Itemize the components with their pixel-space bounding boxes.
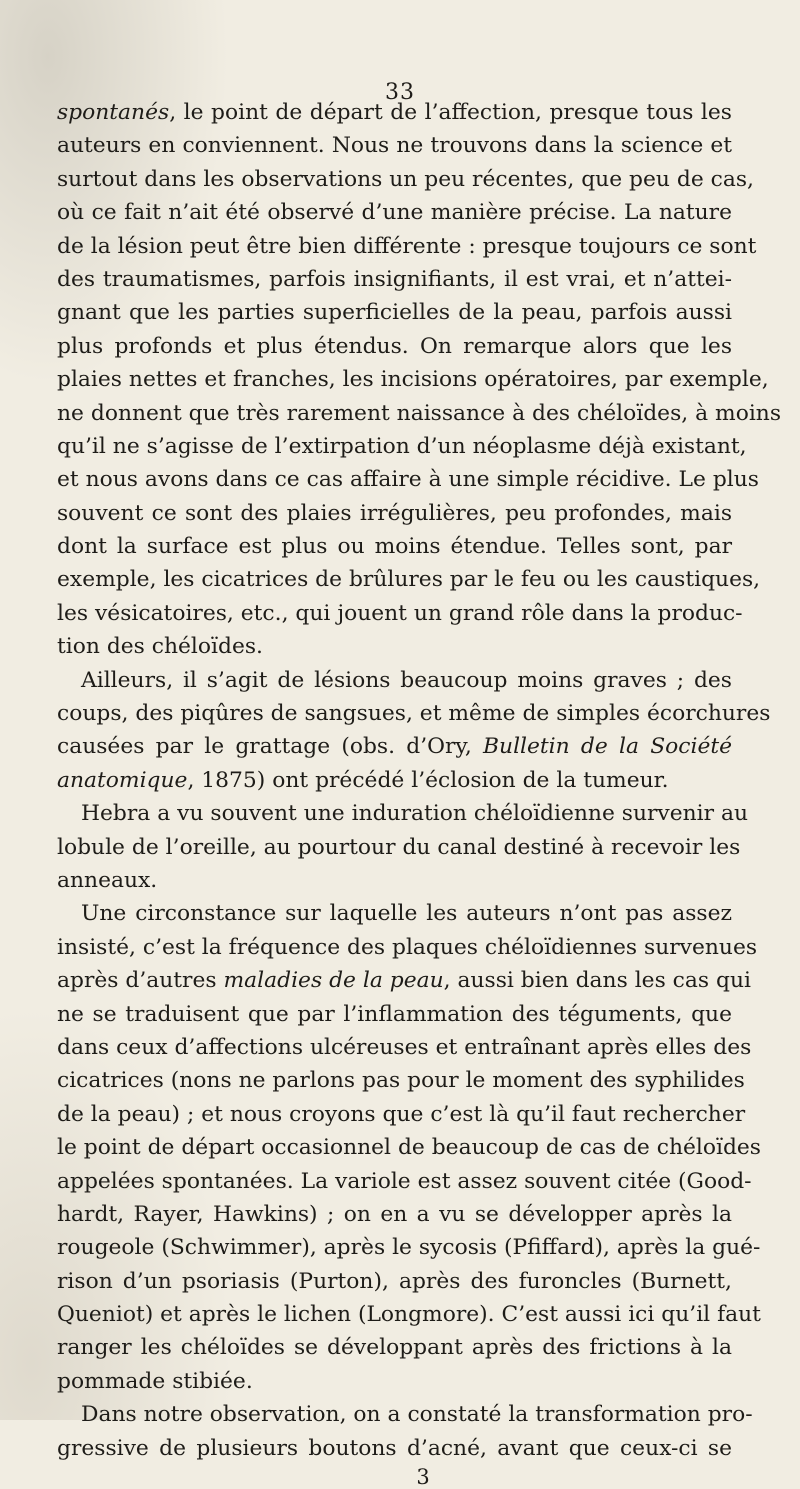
text-line: anatomique, 1875) ont précédé l’éclosion de la tumeur.: [57, 767, 669, 793]
text-line: et nous avons dans ce cas affaire à une simple récidive. Le plus: [57, 467, 759, 493]
text-line: lobule de l’oreille, au pourtour du canal destiné à recevoir les: [57, 834, 741, 860]
text-line: insisté, c’est la fréquence des plaques chéloïdiennes survenues: [57, 934, 758, 960]
text-line: les vésicatoires, etc., qui jouent un grand rôle dans la produc-: [57, 600, 743, 626]
text-line: gnant que les parties superficielles de la peau, parfois aussi: [57, 300, 732, 326]
text-line: souvent ce sont des plaies irrégulières, peu profondes, mais: [57, 500, 732, 526]
text-line: après d’autres maladies de la peau, aussi bien dans les cas qui: [57, 968, 751, 994]
text-line: surtout dans les observations un peu récentes, que peu de cas,: [57, 166, 754, 192]
text-line: dont la surface est plus ou moins étendue. Telles sont, par: [57, 534, 732, 560]
text-line: Queniot) et après le lichen (Longmore). C’est aussi ici qu’il faut: [57, 1302, 761, 1328]
text-line: de la lésion peut être bien différente : presque toujours ce sont: [57, 233, 757, 259]
text-line: tion des chéloïdes.: [57, 634, 263, 660]
text-line: hardt, Rayer, Hawkins) ; on en a vu se développer après la: [57, 1201, 732, 1227]
text-line: Une circonstance sur laquelle les auteurs n’ont pas assez: [81, 901, 732, 927]
text-line: dans ceux d’affections ulcéreuses et entraînant après elles des: [57, 1034, 752, 1060]
text-line: appelées spontanées. La variole est assez souvent citée (Good-: [57, 1168, 752, 1194]
text-line: de la peau) ; et nous croyons que c’est là qu’il faut rechercher: [57, 1101, 746, 1127]
text-line: auteurs en conviennent. Nous ne trouvons dans la science et: [57, 133, 732, 159]
text-line: causées par le grattage (obs. d’Ory, Bulletin de la Société: [57, 734, 732, 760]
text-line: anneaux.: [57, 867, 158, 893]
text-line: spontanés, le point de départ de l’affection, presque tous les: [57, 100, 732, 125]
text-line: qu’il ne s’agisse de l’extirpation d’un néoplasme déjà existant,: [57, 433, 747, 459]
text-line: des traumatismes, parfois insignifiants, il est vrai, et n’attei-: [57, 266, 732, 292]
page-number: 33: [385, 80, 415, 105]
text-line: coups, des piqûres de sangsues, et même de simples écorchures: [57, 701, 771, 727]
text-line: Ailleurs, il s’agit de lésions beaucoup moins graves ; des: [81, 667, 732, 693]
text-line: où ce fait n’ait été observé d’une manière précise. La nature: [57, 200, 732, 226]
text-line: plus profonds et plus étendus. On remarque alors que les: [57, 333, 732, 359]
text-line: exemple, les cicatrices de brûlures par le feu ou les caustiques,: [57, 567, 761, 593]
text-line: rougeole (Schwimmer), après le sycosis (Pfiffard), après la gué-: [57, 1235, 761, 1261]
text-line: rison d’un psoriasis (Purton), après des furoncles (Burnett,: [57, 1268, 732, 1294]
text-line: cicatrices (nons ne parlons pas pour le moment des syphilides: [57, 1068, 745, 1094]
text-line: Hebra a vu souvent une induration chéloïdienne survenir au: [81, 801, 749, 827]
body-text: [57, 96, 782, 1489]
text-line: pommade stibiée.: [57, 1368, 253, 1394]
text-line: ne donnent que très rarement naissance à des chéloïdes, à moins: [57, 400, 782, 426]
text-line: plaies nettes et franches, les incisions opératoires, par exemple,: [57, 367, 769, 393]
text-line: Dans notre observation, on a constaté la transformation pro-: [81, 1402, 753, 1428]
text-line: gressive de plusieurs boutons d’acné, avant que ceux-ci se: [57, 1435, 732, 1461]
text-line: ranger les chéloïdes se développant après des frictions à la: [57, 1335, 732, 1361]
text-line: ne se traduisent que par l’inflammation des téguments, que: [57, 1001, 732, 1027]
text-line: le point de départ occasionnel de beaucoup de cas de chéloïdes: [57, 1135, 761, 1161]
signature-mark: 3: [416, 1465, 430, 1489]
